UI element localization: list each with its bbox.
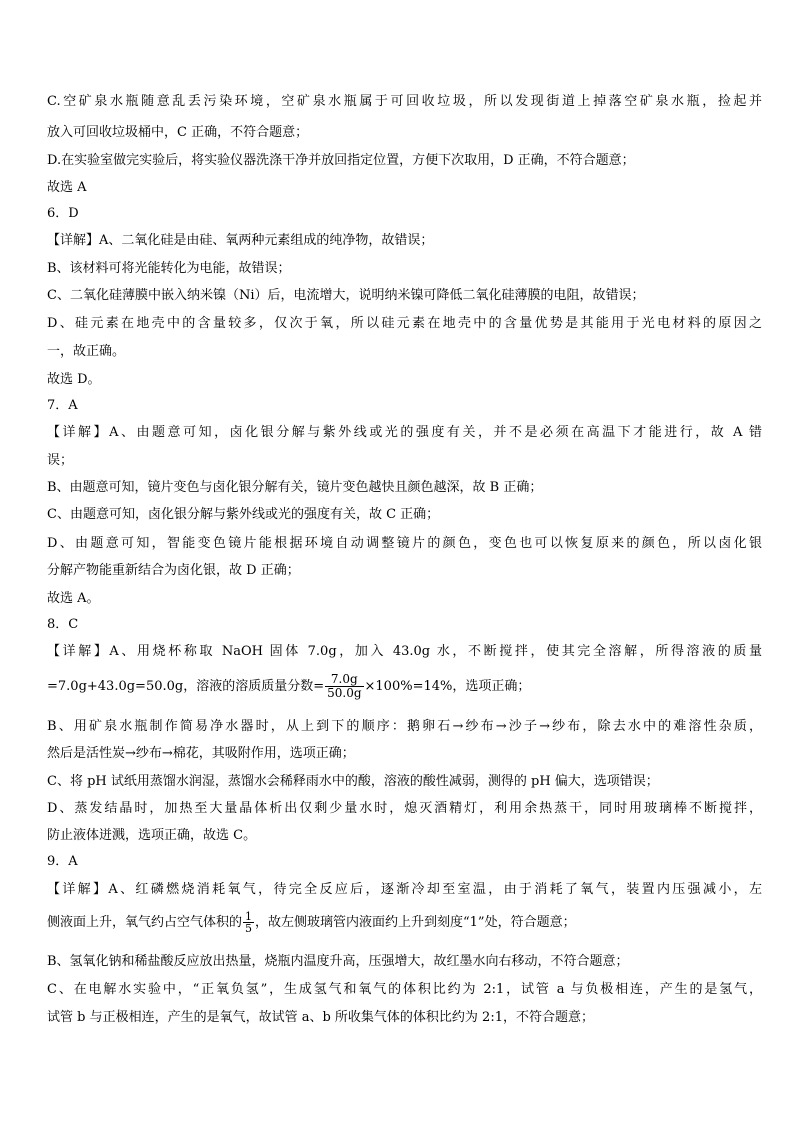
formula-line [47,906,762,940]
fraction-denominator: 5 [245,922,253,935]
text-line: 防止液体迸溅，选项正确，故选 C。 [47,828,257,843]
text-line: B、该材料可将光能转化为电能，故错误； [47,261,291,276]
text-line: 【详解】A、红磷燃烧消耗氧气，待完全反应后，逐渐冷却至室温，由于消耗了氧气，装置内压强减小，左 [47,882,762,897]
question-number: 8．C [47,617,79,632]
fraction-denominator: 50.0g [327,686,362,700]
fraction-numerator: 7.0g [325,673,363,687]
text-line: 故选 A。 [47,591,100,606]
text-line: 【详解】A、由题意可知，卤化银分解与紫外线或光的强度有关，并不是必须在高温下才能进行，故 A 错 [47,425,762,440]
text-line: 放入可回收垃圾桶中，C 正确，不符合题意； [47,125,309,140]
text-line: D、蒸发结晶时，加热至大量晶体析出仅剩少量水时，熄灭酒精灯，利用余热蒸干，同时用玻璃棒不断搅拌， [47,801,762,816]
fraction-numerator: 1 [245,910,253,923]
text-line: 分解产物能重新结合为卤化银，故 D 正确； [47,563,300,578]
text-line: B、由题意可知，镜片变色与卤化银分解有关，镜片变色越快且颜色越深，故 B 正确； [47,480,543,495]
question-number: 9．A [47,854,78,869]
formula-prefix: =7.0g+43.0g=50.0g，溶液的溶质质量分数= [47,679,325,694]
text-line: D、硅元素在地壳中的含量较多，仅次于氧，所以硅元素在地壳中的含量优势是其能用于光电材料的原因之 [47,316,762,331]
text-line: C、由题意可知，卤化银分解与紫外线或光的强度有关，故 C 正确； [47,507,440,522]
text-line: 【详解】A、二氧化硅是由硅、氧两种元素组成的纯净物，故错误； [47,233,434,248]
formula-line [47,670,762,704]
question-number: 6．D [47,206,79,221]
formula-suffix: ，故左侧玻璃管内液面约上升到刻度“1”处，符合题意； [255,915,576,930]
formula-suffix: ×100%=14%，选项正确； [364,679,531,694]
text-line: C、将 pH 试纸用蒸馏水润湿，蒸馏水会稀释雨水中的酸，溶液的酸性减弱，测得的 pH 偏大，选项错误； [47,774,659,789]
text-line: 故选 D。 [47,372,101,387]
text-line: 故选 A [47,180,87,195]
text-line: D.在实验室做完实验后，将实验仪器洗涤干净并放回指定位置，方便下次取用，D 正确，不符合题意； [47,153,635,168]
text-line: 误； [47,453,74,468]
text-line: 一，故正确。 [47,344,126,359]
fraction [243,911,254,934]
text-line: B、氢氧化钠和稀盐酸反应放出热量，烧瓶内温度升高，压强增大，故红墨水向右移动，不符合题意； [47,954,629,969]
formula-prefix: 侧液面上升，氧气约占空气体积的 [47,915,243,930]
text-line: 试管 b 与正极相连，产生的是氧气，故试管 a、b 所收集气体的体积比约为 2:1，不符合题意； [47,1010,594,1025]
question-number: 7．A [47,398,78,413]
text-line: C、二氧化硅薄膜中嵌入纳米镍（Ni）后，电流增大，说明纳米镍可降低二氧化硅薄膜的电阻，故错误； [47,288,645,303]
text-line: 然后是活性炭→纱布→棉花，其吸附作用，选项正确； [47,746,355,761]
text-line: 【详解】A、用烧杯称取 NaOH 固体 7.0g，加入 43.0g 水，不断搅拌，使其完全溶解，所得溶液的质量 [47,644,762,659]
text-line: B、用矿泉水瓶制作简易净水器时，从上到下的顺序：鹅卵石→纱布→沙子→纱布，除去水中的难溶性杂质， [47,719,762,734]
text-line: C、在电解水实验中，“正氧负氢”，生成氢气和氧气的体积比约为 2:1，试管 a 与负极相连，产生的是氢气， [47,982,762,997]
text-line: D、由题意可知，智能变色镜片能根据环境自动调整镜片的颜色，变色也可以恢复原来的颜色，所以卤化银 [47,536,762,551]
fraction [325,673,363,700]
text-line: C.空矿泉水瓶随意乱丢污染环境，空矿泉水瓶属于可回收垃圾，所以发现街道上掉落空矿泉水瓶，捡起并 [47,94,762,109]
